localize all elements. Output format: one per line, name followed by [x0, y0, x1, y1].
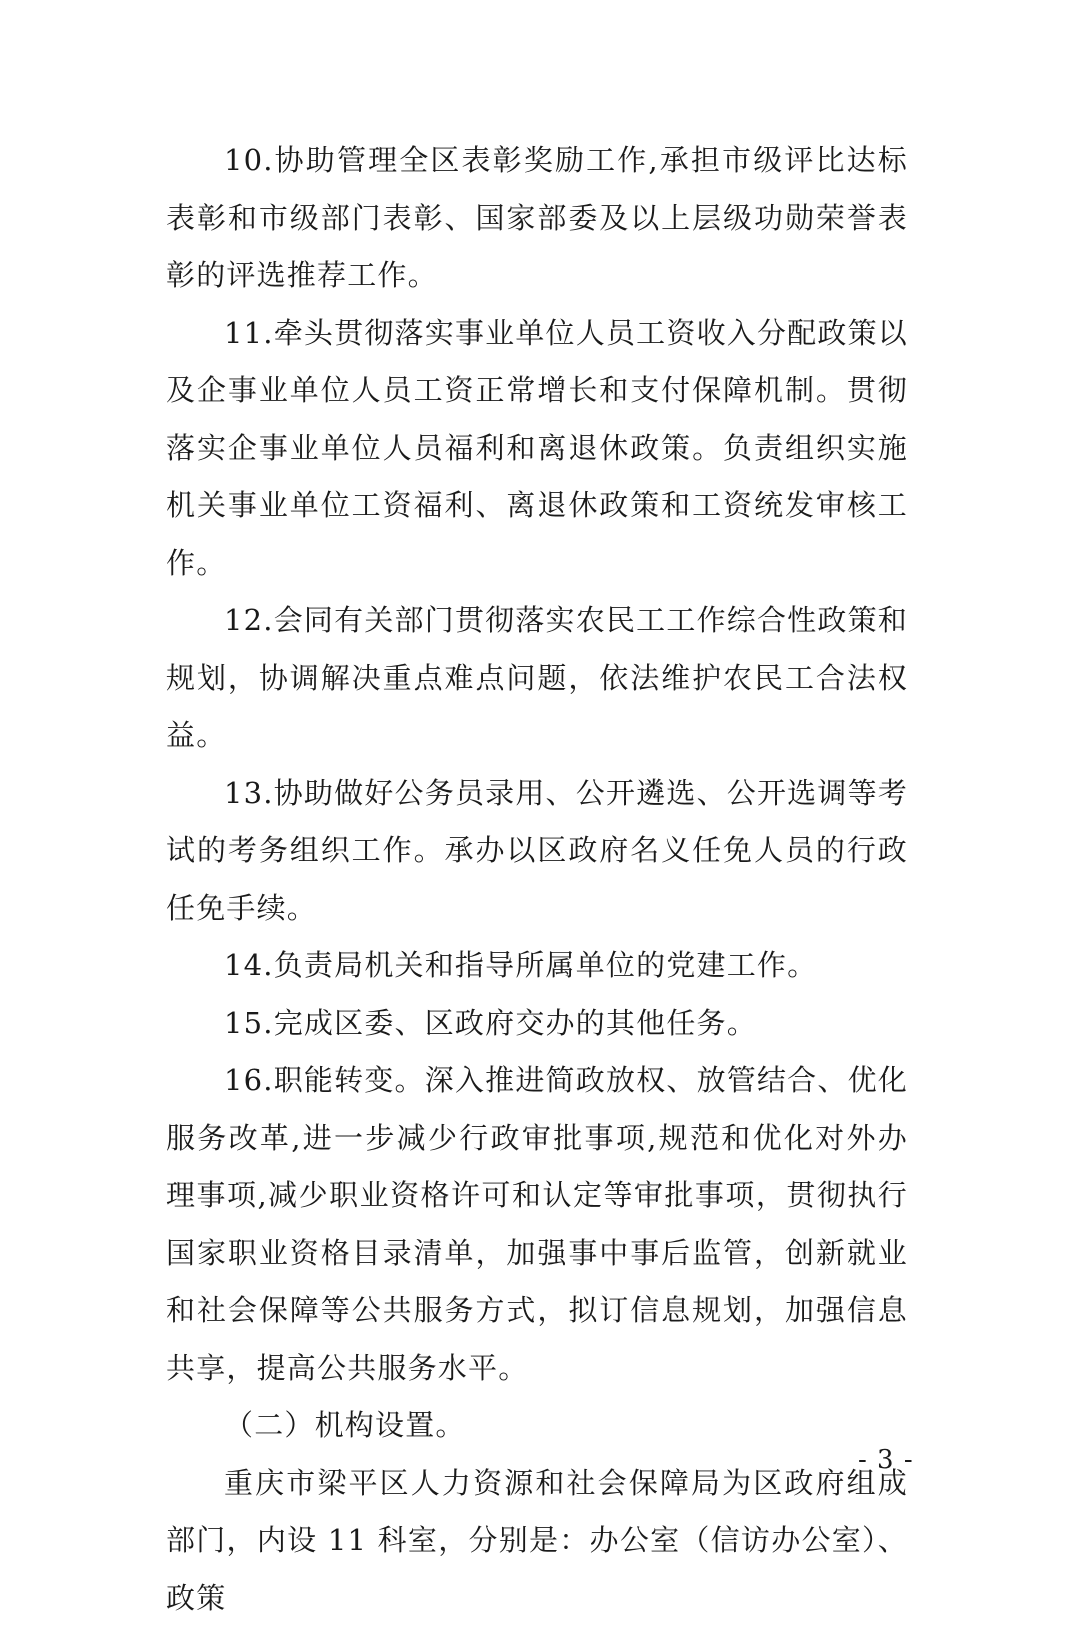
page-number: - 3 - [858, 1440, 914, 1480]
paragraph-institution-description: 重庆市梁平区人力资源和社会保障局为区政府组成部门，内设 11 科室，分别是：办公室（信访办公室）、政策 [166, 1455, 908, 1627]
paragraph-item-15: 15.完成区委、区政府交办的其他任务。 [166, 995, 908, 1053]
paragraph-item-16: 16.职能转变。深入推进简政放权、放管结合、优化服务改革,进一步减少行政审批事项,规范和优化对外办理事项,减少职业资格许可和认定等审批事项，贯彻执行国家职业资格目录清单，加强事中事后监管，创新就业和社会保障等公共服务方式，拟订信息规划，加强信息共享，提高公共服务水平。 [166, 1052, 908, 1397]
paragraph-item-13: 13.协助做好公务员录用、公开遴选、公开选调等考试的考务组织工作。承办以区政府名义任免人员的行政任免手续。 [166, 765, 908, 938]
paragraph-item-11: 11.牵头贯彻落实事业单位人员工资收入分配政策以及企事业单位人员工资正常增长和支付保障机制。贯彻落实企事业单位人员福利和离退休政策。负责组织实施机关事业单位工资福利、离退休政策和工资统发审核工作。 [166, 305, 908, 593]
paragraph-item-10: 10.协助管理全区表彰奖励工作,承担市级评比达标表彰和市级部门表彰、国家部委及以上层级功勋荣誉表彰的评选推荐工作。 [166, 132, 908, 305]
paragraph-item-12: 12.会同有关部门贯彻落实农民工工作综合性政策和规划，协调解决重点难点问题，依法维护农民工合法权益。 [166, 592, 908, 765]
document-body [166, 132, 908, 1627]
section-heading-institution-setup: （二）机构设置。 [166, 1397, 908, 1455]
paragraph-item-14: 14.负责局机关和指导所属单位的党建工作。 [166, 937, 908, 995]
